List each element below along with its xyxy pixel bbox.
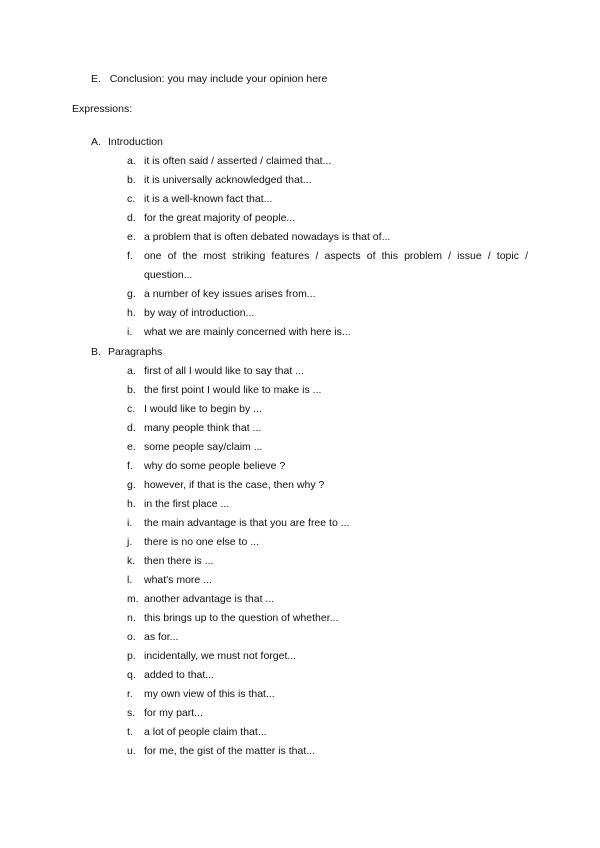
list-item-text: the main advantage is that you are free to ... [144, 517, 350, 529]
list-item-text: for me, the gist of the matter is that... [144, 745, 315, 757]
list-item [0, 383, 600, 402]
list-item-text: for the great majority of people... [144, 212, 296, 224]
section-b-title: Paragraphs [108, 346, 163, 358]
list-item-marker: m. [127, 593, 139, 605]
list-item [0, 687, 600, 706]
list-item-marker: n. [127, 612, 136, 624]
section-e-line [91, 72, 327, 86]
list-item [0, 554, 600, 573]
list-item [0, 306, 600, 325]
list-item [0, 211, 600, 230]
list-item-text: why do some people believe ? [144, 460, 286, 472]
list-item [0, 364, 600, 383]
list-item [0, 325, 600, 344]
list-item-text: as for... [144, 631, 179, 643]
list-item-marker: i. [127, 517, 133, 529]
list-item-text: one of the most striking features / aspects of this problem / issue / topic / question... [144, 250, 528, 281]
list-item-marker: h. [127, 307, 136, 319]
list-item-text: this brings up to the question of whether... [144, 612, 339, 624]
section-e-marker: E. [91, 73, 101, 85]
list-item-marker: g. [127, 479, 136, 491]
section-b-marker: B. [91, 346, 101, 358]
list-item-marker: e. [127, 441, 136, 453]
list-item [0, 173, 600, 192]
list-item [0, 249, 600, 287]
list-item [0, 154, 600, 173]
list-item-marker: c. [127, 403, 136, 415]
list-item-text: the first point I would like to make is ... [144, 384, 322, 396]
list-item [0, 459, 600, 478]
list-item-marker: k. [127, 555, 136, 567]
list-item-text: in the first place ... [144, 498, 230, 510]
list-item-marker: c. [127, 193, 136, 205]
list-item-marker: i. [127, 326, 133, 338]
list-item [0, 668, 600, 687]
list-item [0, 535, 600, 554]
list-item-text: there is no one else to ... [144, 536, 259, 548]
list-item-marker: f. [127, 460, 133, 472]
list-item-marker: j. [127, 536, 133, 548]
list-item-marker: f. [127, 250, 133, 262]
list-item-text: my own view of this is that... [144, 688, 275, 700]
list-item-text: a lot of people claim that... [144, 726, 267, 738]
list-item-text: incidentally, we must not forget... [144, 650, 297, 662]
list-item-marker: o. [127, 631, 136, 643]
list-item-text: what we are mainly concerned with here is... [144, 326, 351, 338]
list-item [0, 573, 600, 592]
list-item [0, 592, 600, 611]
list-item-text: another advantage is that ... [144, 593, 275, 605]
section-e-text: Conclusion: you may include your opinion here [109, 73, 328, 85]
list-item-marker: s. [127, 707, 136, 719]
list-item [0, 421, 600, 440]
list-item-marker: d. [127, 212, 136, 224]
list-item-marker: b. [127, 174, 136, 186]
list-item-text: by way of introduction... [144, 307, 255, 319]
list-item-marker: d. [127, 422, 136, 434]
list-item [0, 478, 600, 497]
list-item-marker: l. [127, 574, 133, 586]
list-item-text: for my part... [144, 707, 203, 719]
list-item [0, 440, 600, 459]
list-item [0, 516, 600, 535]
list-item [0, 287, 600, 306]
list-item-marker: a. [127, 365, 136, 377]
list-item-text: it is a well-known fact that... [144, 193, 273, 205]
list-item [0, 611, 600, 630]
list-item-marker: r. [127, 688, 133, 700]
list-item [0, 725, 600, 744]
list-item-marker: b. [127, 384, 136, 396]
list-item-text: however, if that is the case, then why ? [144, 479, 325, 491]
list-item [0, 402, 600, 421]
list-item-marker: h. [127, 498, 136, 510]
section-a-marker: A. [91, 136, 101, 148]
list-item [0, 744, 600, 763]
list-item-marker: q. [127, 669, 136, 681]
list-item [0, 649, 600, 668]
list-item [0, 706, 600, 725]
list-item-marker: t. [127, 726, 133, 738]
list-item-marker: a. [127, 155, 136, 167]
list-item-text: then there is ... [144, 555, 214, 567]
list-item-marker: p. [127, 650, 136, 662]
section-a-title: Introduction [108, 136, 163, 148]
list-item-text: what's more ... [144, 574, 212, 586]
list-item-text: some people say/claim ... [144, 441, 263, 453]
list-item-text: a number of key issues arises from... [144, 288, 316, 300]
list-item-text: first of all I would like to say that ... [144, 365, 304, 377]
list-item-marker: u. [127, 745, 136, 757]
list-item-text: it is universally acknowledged that... [144, 174, 312, 186]
list-item-text: a problem that is often debated nowadays is that of... [144, 231, 391, 243]
list-item-text: I would like to begin by ... [144, 403, 262, 415]
list-item-text: many people think that ... [144, 422, 262, 434]
list-item [0, 192, 600, 211]
list-item-marker: e. [127, 231, 136, 243]
list-item-text: it is often said / asserted / claimed that... [144, 155, 332, 167]
list-item-text: added to that... [144, 669, 215, 681]
list-item [0, 497, 600, 516]
list-item [0, 630, 600, 649]
list-item-marker: g. [127, 288, 136, 300]
expressions-heading: Expressions: [72, 103, 133, 115]
